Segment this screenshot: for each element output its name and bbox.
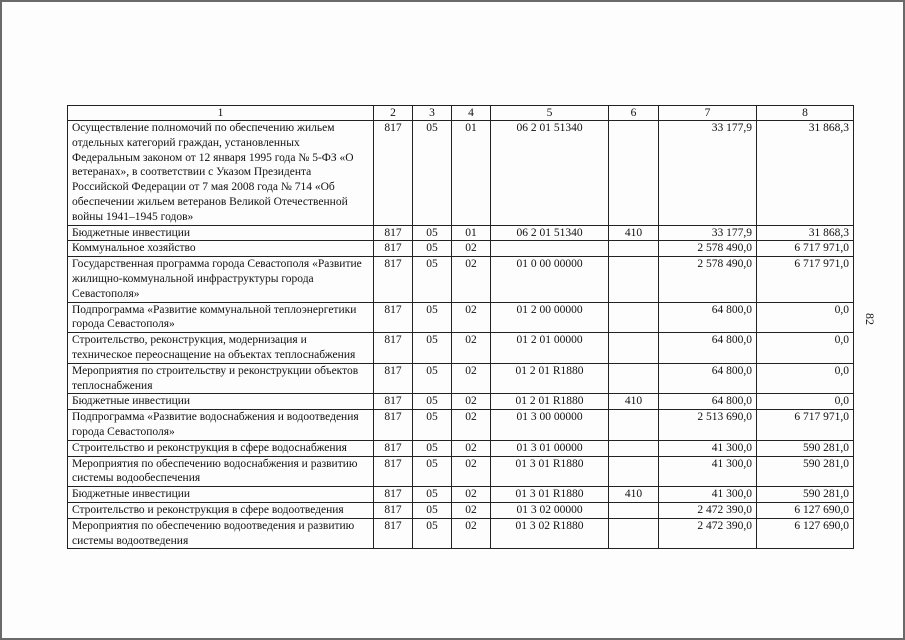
item-name-cell: Подпрограмма «Развитие коммунальной теплоэнергетики города Севастополя» (68, 302, 374, 333)
amount-year1-cell: 33 177,9 (659, 121, 757, 226)
amount-year2-cell: 590 281,0 (757, 456, 854, 487)
grbs-code-cell: 817 (374, 394, 413, 410)
expense-type-cell (609, 241, 659, 257)
section-code-cell: 05 (413, 225, 452, 241)
amount-year2-cell: 31 868,3 (757, 121, 854, 226)
column-header: 5 (491, 106, 609, 121)
grbs-code-cell: 817 (374, 225, 413, 241)
item-name-cell: Мероприятия по обеспечению водоотведения и развитию системы водоотведения (68, 518, 374, 549)
target-article-cell: 01 2 01 00000 (491, 333, 609, 364)
expense-type-cell (609, 257, 659, 302)
table-row (68, 456, 854, 487)
amount-year2-cell: 0,0 (757, 363, 854, 394)
section-code-cell: 05 (413, 394, 452, 410)
target-article-cell: 01 3 01 00000 (491, 440, 609, 456)
grbs-code-cell: 817 (374, 456, 413, 487)
table-row (68, 440, 854, 456)
grbs-code-cell: 817 (374, 410, 413, 441)
target-article-cell: 01 3 02 R1880 (491, 518, 609, 549)
subsection-code-cell: 02 (452, 394, 491, 410)
section-code-cell: 05 (413, 363, 452, 394)
subsection-code-cell: 02 (452, 302, 491, 333)
column-header: 8 (757, 106, 854, 121)
table-row (68, 225, 854, 241)
amount-year1-cell: 64 800,0 (659, 333, 757, 364)
table-row (68, 410, 854, 441)
amount-year1-cell: 33 177,9 (659, 225, 757, 241)
expense-type-cell (609, 121, 659, 226)
item-name-cell: Мероприятия по обеспечению водоснабжения и развитию системы водообеспечения (68, 456, 374, 487)
grbs-code-cell: 817 (374, 502, 413, 518)
grbs-code-cell: 817 (374, 440, 413, 456)
subsection-code-cell: 02 (452, 241, 491, 257)
target-article-cell: 01 2 00 00000 (491, 302, 609, 333)
target-article-cell: 01 3 01 R1880 (491, 487, 609, 503)
item-name-cell: Строительство и реконструкция в сфере водоснабжения (68, 440, 374, 456)
item-name-cell: Строительство и реконструкция в сфере водоотведения (68, 502, 374, 518)
target-article-cell: 01 3 01 R1880 (491, 456, 609, 487)
amount-year2-cell: 590 281,0 (757, 440, 854, 456)
item-name-cell: Мероприятия по строительству и реконструкции объектов теплоснабжения (68, 363, 374, 394)
column-header: 2 (374, 106, 413, 121)
target-article-cell: 06 2 01 51340 (491, 121, 609, 226)
item-name-cell: Государственная программа города Севастополя «Развитие жилищно-коммунальной инфраструктуры города Севастополя» (68, 257, 374, 302)
column-header: 3 (413, 106, 452, 121)
column-header: 7 (659, 106, 757, 121)
amount-year2-cell: 6 127 690,0 (757, 502, 854, 518)
target-article-cell (491, 241, 609, 257)
amount-year1-cell: 2 578 490,0 (659, 241, 757, 257)
grbs-code-cell: 817 (374, 302, 413, 333)
expense-type-cell: 410 (609, 487, 659, 503)
grbs-code-cell: 817 (374, 333, 413, 364)
expense-type-cell (609, 440, 659, 456)
section-code-cell: 05 (413, 257, 452, 302)
expense-type-cell: 410 (609, 225, 659, 241)
target-article-cell: 01 3 00 00000 (491, 410, 609, 441)
amount-year2-cell: 0,0 (757, 394, 854, 410)
item-name-cell: Бюджетные инвестиции (68, 225, 374, 241)
amount-year2-cell: 6 717 971,0 (757, 241, 854, 257)
target-article-cell: 01 2 01 R1880 (491, 363, 609, 394)
subsection-code-cell: 02 (452, 518, 491, 549)
expense-type-cell (609, 302, 659, 333)
expense-type-cell (609, 410, 659, 441)
amount-year1-cell: 2 578 490,0 (659, 257, 757, 302)
subsection-code-cell: 02 (452, 333, 491, 364)
table-row (68, 502, 854, 518)
expense-type-cell (609, 456, 659, 487)
amount-year2-cell: 6 717 971,0 (757, 257, 854, 302)
section-code-cell: 05 (413, 456, 452, 487)
subsection-code-cell: 02 (452, 502, 491, 518)
amount-year1-cell: 41 300,0 (659, 456, 757, 487)
amount-year1-cell: 41 300,0 (659, 487, 757, 503)
amount-year2-cell: 590 281,0 (757, 487, 854, 503)
amount-year1-cell: 2 472 390,0 (659, 518, 757, 549)
amount-year1-cell: 64 800,0 (659, 302, 757, 333)
table-row (68, 394, 854, 410)
section-code-cell: 05 (413, 518, 452, 549)
subsection-code-cell: 02 (452, 440, 491, 456)
target-article-cell: 01 0 00 00000 (491, 257, 609, 302)
page-number: 82 (863, 313, 877, 325)
column-header: 6 (609, 106, 659, 121)
table-row (68, 363, 854, 394)
item-name-cell: Подпрограмма «Развитие водоснабжения и водоотведения города Севастополя» (68, 410, 374, 441)
table-row (68, 121, 854, 226)
amount-year1-cell: 64 800,0 (659, 363, 757, 394)
subsection-code-cell: 02 (452, 487, 491, 503)
amount-year1-cell: 2 513 690,0 (659, 410, 757, 441)
table-row (68, 333, 854, 364)
table-row (68, 518, 854, 549)
section-code-cell: 05 (413, 241, 452, 257)
subsection-code-cell: 02 (452, 456, 491, 487)
subsection-code-cell: 02 (452, 257, 491, 302)
subsection-code-cell: 01 (452, 121, 491, 226)
item-name-cell: Бюджетные инвестиции (68, 487, 374, 503)
section-code-cell: 05 (413, 487, 452, 503)
grbs-code-cell: 817 (374, 487, 413, 503)
amount-year2-cell: 0,0 (757, 302, 854, 333)
item-name-cell: Строительство, реконструкция, модернизация и техническое переоснащение на объектах теплоснабжения (68, 333, 374, 364)
column-header: 1 (68, 106, 374, 121)
table-row (68, 302, 854, 333)
budget-table (67, 105, 854, 549)
amount-year1-cell: 2 472 390,0 (659, 502, 757, 518)
amount-year1-cell: 64 800,0 (659, 394, 757, 410)
amount-year2-cell: 6 127 690,0 (757, 518, 854, 549)
item-name-cell: Бюджетные инвестиции (68, 394, 374, 410)
grbs-code-cell: 817 (374, 518, 413, 549)
subsection-code-cell: 02 (452, 363, 491, 394)
expense-type-cell: 410 (609, 394, 659, 410)
column-header: 4 (452, 106, 491, 121)
amount-year2-cell: 0,0 (757, 333, 854, 364)
target-article-cell: 01 3 02 00000 (491, 502, 609, 518)
expense-type-cell (609, 518, 659, 549)
section-code-cell: 05 (413, 410, 452, 441)
table-row (68, 487, 854, 503)
grbs-code-cell: 817 (374, 241, 413, 257)
grbs-code-cell: 817 (374, 121, 413, 226)
section-code-cell: 05 (413, 440, 452, 456)
subsection-code-cell: 01 (452, 225, 491, 241)
section-code-cell: 05 (413, 302, 452, 333)
expense-type-cell (609, 333, 659, 364)
item-name-cell: Коммунальное хозяйство (68, 241, 374, 257)
amount-year2-cell: 31 868,3 (757, 225, 854, 241)
section-code-cell: 05 (413, 121, 452, 226)
expense-type-cell (609, 502, 659, 518)
section-code-cell: 05 (413, 333, 452, 364)
grbs-code-cell: 817 (374, 363, 413, 394)
item-name-cell: Осуществление полномочий по обеспечению жильем отдельных категорий граждан, установленных Федеральным законом от 12 января 1995 года № 5-ФЗ «О ветеранах», в соответствии с Указом Президента Российской Федерации от 7 мая 2008 года № 714 «Об обеспечении жильем ветеранов Великой Отечественной войны 1941–1945 годов» (68, 121, 374, 226)
table-row (68, 241, 854, 257)
subsection-code-cell: 02 (452, 410, 491, 441)
amount-year1-cell: 41 300,0 (659, 440, 757, 456)
column-number-row (68, 106, 854, 121)
grbs-code-cell: 817 (374, 257, 413, 302)
target-article-cell: 06 2 01 51340 (491, 225, 609, 241)
target-article-cell: 01 2 01 R1880 (491, 394, 609, 410)
expense-type-cell (609, 363, 659, 394)
amount-year2-cell: 6 717 971,0 (757, 410, 854, 441)
section-code-cell: 05 (413, 502, 452, 518)
table-row (68, 257, 854, 302)
